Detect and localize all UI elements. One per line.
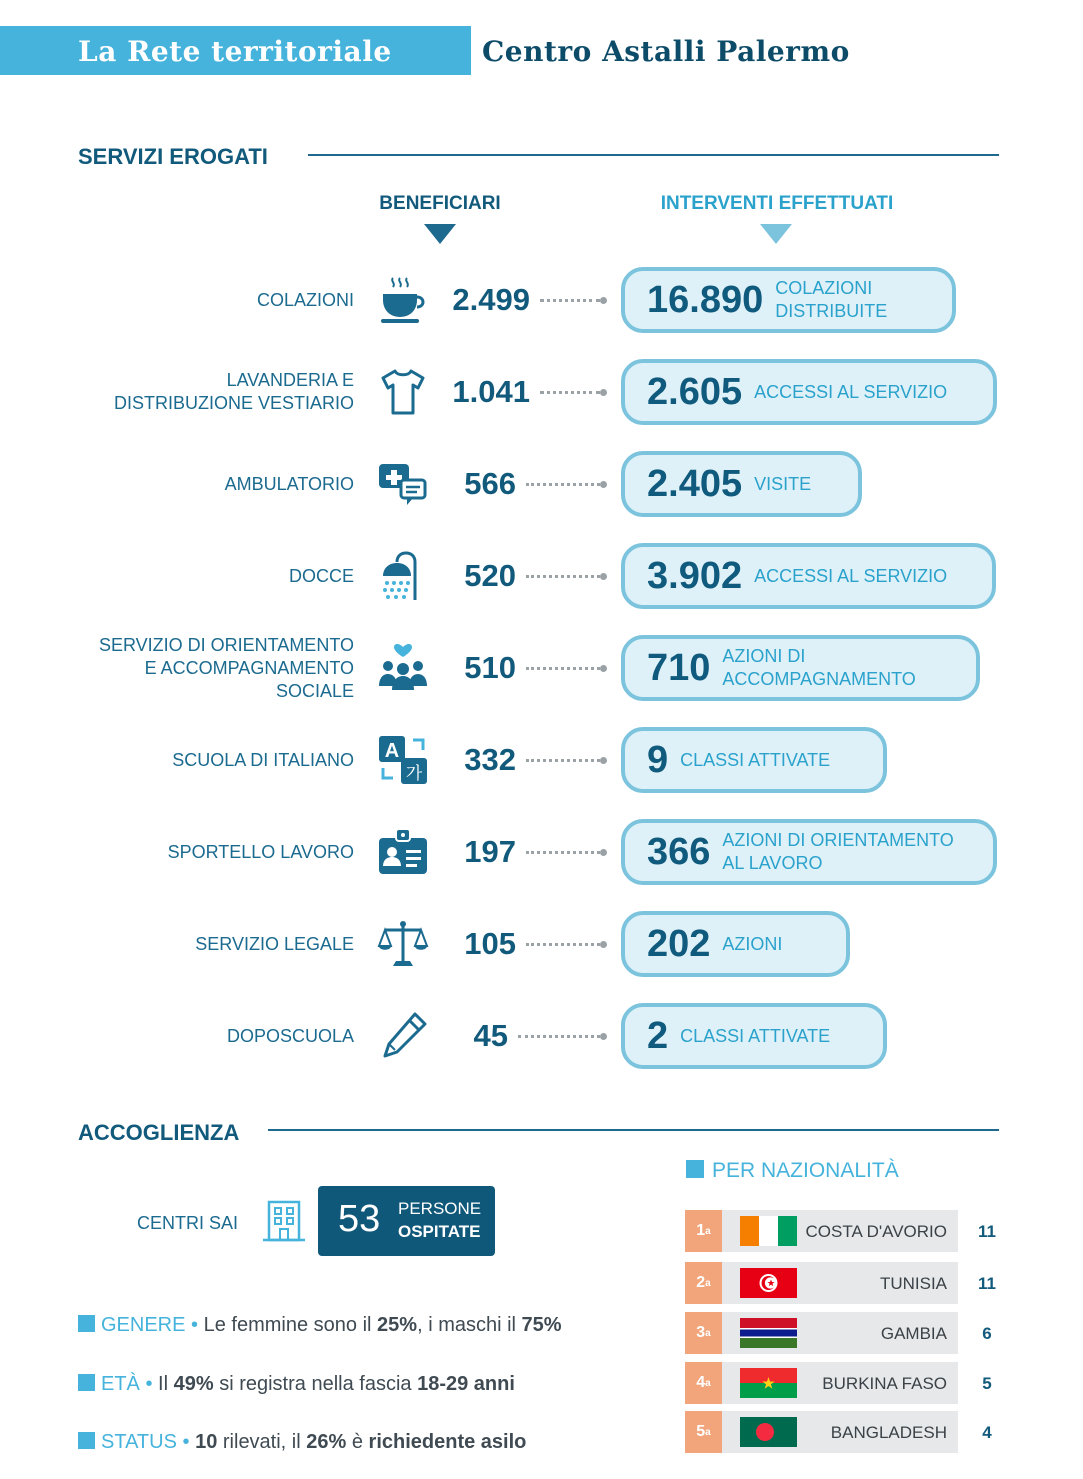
intervention-pill	[621, 359, 997, 425]
stat-text: si registra nella fascia	[219, 1373, 412, 1395]
rank-number: 3	[696, 1324, 706, 1341]
rank-badge	[685, 1312, 722, 1354]
service-label: DOCCE	[288, 565, 354, 586]
section-title-servizi: SERVIZI EROGATI	[78, 144, 268, 169]
country-name: TUNISIA	[879, 1274, 947, 1293]
rank-number: 1	[696, 1222, 706, 1239]
beneficiari-value: 510	[464, 650, 516, 685]
stat-value: 49%	[173, 1373, 214, 1395]
intervention-count: 3.902	[647, 554, 743, 597]
rank-number: 4	[696, 1374, 706, 1391]
intervention-description: COLAZIONI DISTRIBUITE	[775, 278, 888, 321]
ospitate-label-1: PERSONE	[398, 1199, 482, 1218]
stat-text: , i maschi il	[417, 1314, 516, 1336]
country-name: COSTA D'AVORIO	[805, 1222, 947, 1241]
column-header-interventi: INTERVENTI EFFETTUATI	[660, 193, 894, 214]
intervention-count: 710	[647, 646, 711, 689]
intervention-description: CLASSI ATTIVATE	[680, 749, 831, 770]
stat-key: ETÀ	[101, 1373, 140, 1395]
connector-end-dot	[600, 941, 607, 948]
connector-end-dot	[600, 389, 607, 396]
connector-end-dot	[600, 757, 607, 764]
rank-number: 5	[696, 1423, 706, 1440]
stat-genere: GENERE • Le femmine sono il 25%, i maschi il 75%	[78, 1314, 562, 1337]
service-label: SCUOLA DI ITALIANO	[172, 749, 354, 770]
rank-badge	[685, 1262, 722, 1304]
stat-text: è	[351, 1431, 363, 1453]
square-bullet-icon	[78, 1374, 95, 1391]
beneficiari-value: 520	[464, 558, 516, 593]
coffee-cup-icon	[377, 274, 429, 326]
service-label: LAVANDERIA E DISTRIBUZIONE VESTIARIO	[113, 370, 354, 413]
intervention-pill	[621, 451, 862, 517]
service-label: AMBULATORIO	[224, 473, 354, 494]
intervention-pill	[621, 911, 850, 977]
nazionalita-title-text: PER NAZIONALITÀ	[712, 1159, 899, 1182]
country-name: BURKINA FASO	[822, 1374, 947, 1393]
stat-key: STATUS	[101, 1431, 177, 1453]
svg-text:가: 가	[405, 764, 423, 784]
connector-end-dot	[600, 665, 607, 672]
section-divider	[268, 1129, 999, 1131]
country-name: BANGLADESH	[830, 1423, 947, 1442]
ospitate-count: 53	[338, 1198, 381, 1240]
dotted-connector	[540, 391, 600, 394]
intervention-count: 16.890	[647, 278, 764, 321]
building-icon	[261, 1199, 307, 1243]
service-label: SPORTELLO LAVORO	[167, 841, 354, 862]
stat-value: 18-29 anni	[417, 1373, 515, 1395]
dotted-connector	[526, 759, 600, 762]
intervention-pill	[621, 819, 997, 885]
intervention-pill	[621, 727, 887, 793]
ospitate-label-2: OSPITATE	[398, 1222, 481, 1241]
connector-end-dot	[600, 297, 607, 304]
intervention-pill	[621, 635, 980, 701]
connector-end-dot	[600, 573, 607, 580]
intervention-count: 9	[647, 738, 669, 781]
intervention-description: AZIONI DI ACCOMPAGNAMENTO	[722, 646, 916, 689]
dotted-connector	[526, 483, 600, 486]
country-count: 5	[982, 1374, 992, 1393]
dotted-connector	[540, 299, 600, 302]
country-count: 11	[978, 1222, 996, 1241]
intervention-count: 2.405	[647, 462, 743, 505]
square-bullet-icon	[686, 1160, 704, 1178]
stat-key: GENERE	[101, 1314, 186, 1336]
header-title: La Rete territoriale	[78, 35, 392, 68]
square-bullet-icon	[78, 1315, 95, 1332]
stat-value: 26%	[306, 1431, 347, 1453]
rank-badge	[685, 1210, 722, 1252]
connector-end-dot	[600, 849, 607, 856]
rank-suffix: a	[705, 1225, 711, 1237]
dotted-connector	[526, 667, 600, 670]
intervention-pill	[621, 267, 956, 333]
rank-suffix: a	[705, 1377, 711, 1389]
intervention-count: 202	[647, 922, 711, 965]
stat-text: Le femmine sono il	[203, 1314, 372, 1336]
svg-text:A: A	[384, 740, 400, 762]
intervention-description: ACCESSI AL SERVIZIO	[754, 381, 948, 402]
ospitate-box	[318, 1186, 495, 1256]
country-count: 4	[982, 1423, 992, 1442]
rank-badge	[685, 1411, 722, 1453]
beneficiari-value: 332	[464, 742, 516, 777]
dotted-connector	[526, 851, 600, 854]
down-arrow-icon	[760, 224, 792, 244]
service-label: DOPOSCUOLA	[226, 1025, 354, 1046]
beneficiari-value: 197	[464, 834, 516, 869]
intervention-description: CLASSI ATTIVATE	[680, 1025, 831, 1046]
rank-number: 2	[696, 1274, 706, 1291]
intervention-description: VISITE	[754, 473, 812, 494]
stat-eta: ETÀ • Il 49% si registra nella fascia 18-29 anni	[78, 1373, 515, 1396]
intervention-count: 366	[647, 830, 711, 873]
intervention-pill	[621, 1003, 887, 1069]
header-subtitle: Centro Astalli Palermo	[482, 35, 850, 68]
beneficiari-value: 2.499	[452, 282, 530, 317]
stat-text: rilevati, il	[222, 1431, 301, 1453]
dotted-connector	[526, 575, 600, 578]
rank-suffix: a	[705, 1277, 711, 1289]
nazionalita-title	[686, 1159, 899, 1183]
intervention-count: 2	[647, 1014, 669, 1057]
down-arrow-icon	[424, 224, 456, 244]
intervention-pill	[621, 543, 996, 609]
tshirt-icon	[377, 366, 429, 418]
beneficiari-value: 45	[473, 1018, 508, 1053]
beneficiari-value: 1.041	[452, 374, 530, 409]
service-label: SERVIZIO LEGALE	[195, 933, 354, 954]
service-label: COLAZIONI	[256, 289, 354, 310]
stat-status: STATUS • 10 rilevati, il 26% è richiedente asilo	[78, 1431, 526, 1454]
dotted-connector	[526, 943, 600, 946]
stat-value: richiedente asilo	[368, 1431, 527, 1453]
column-header-beneficiari: BENEFICIARI	[379, 193, 501, 214]
connector-end-dot	[600, 1033, 607, 1040]
stat-value: 75%	[521, 1314, 562, 1336]
country-count: 6	[982, 1324, 992, 1343]
connector-end-dot	[600, 481, 607, 488]
rank-suffix: a	[705, 1327, 711, 1339]
intervention-description: AZIONI DI ORIENTAMENTO AL LAVORO	[722, 830, 954, 873]
service-label: SERVIZIO DI ORIENTAMENTO E ACCOMPAGNAMENTO SOCIALE	[98, 634, 354, 701]
intervention-description: AZIONI	[722, 933, 783, 954]
stat-value: 25%	[377, 1314, 418, 1336]
square-bullet-icon	[78, 1432, 95, 1449]
beneficiari-value: 566	[464, 466, 516, 501]
intervention-count: 2.605	[647, 370, 743, 413]
section-title-accoglienza: ACCOGLIENZA	[78, 1120, 240, 1145]
stat-value: 10	[195, 1431, 218, 1453]
intervention-description: ACCESSI AL SERVIZIO	[754, 565, 948, 586]
beneficiari-value: 105	[464, 926, 516, 961]
centri-sai-label: CENTRI SAI	[137, 1213, 239, 1233]
section-divider	[308, 154, 999, 156]
country-name: GAMBIA	[880, 1324, 947, 1343]
rank-badge	[685, 1362, 722, 1404]
stat-text: Il	[158, 1373, 169, 1395]
rank-suffix: a	[705, 1426, 711, 1438]
country-count: 11	[978, 1274, 996, 1293]
dotted-connector	[518, 1035, 600, 1038]
